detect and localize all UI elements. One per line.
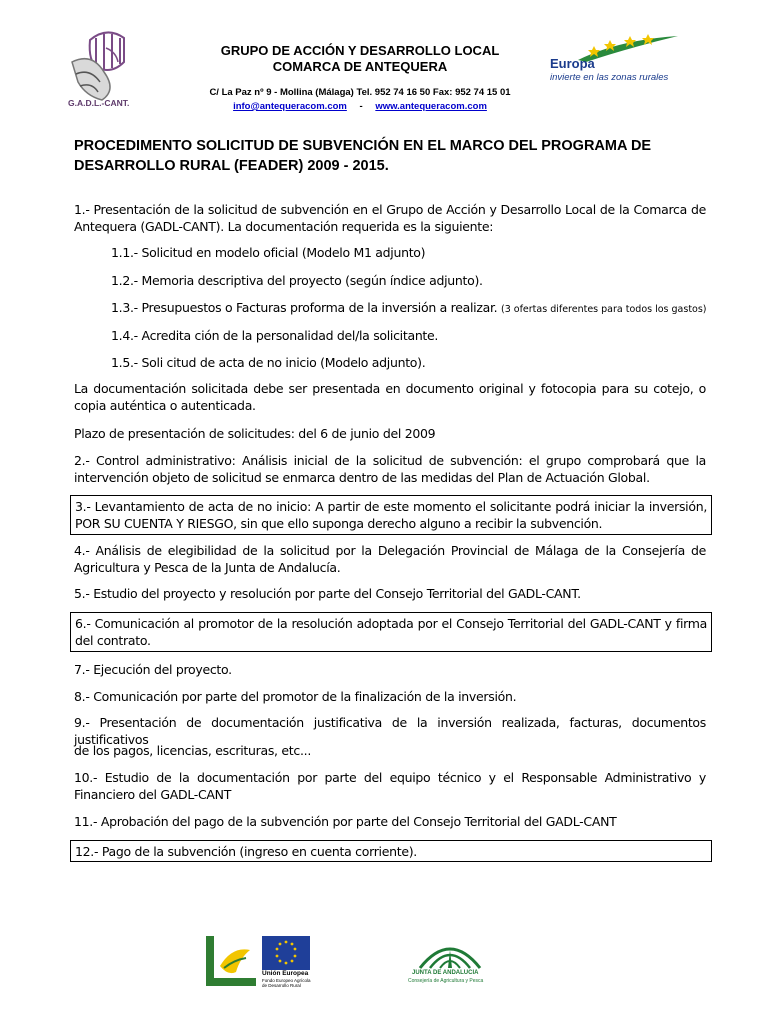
- junta-logo: [408, 936, 492, 986]
- eu-flag-icon: [262, 936, 310, 970]
- item-9-line1: 9.- Presentación de documentación justificativa de la inversión realizada, facturas, documentos justificativos: [74, 715, 706, 747]
- item-11: 11.- Aprobación del pago de la subvención por parte del Consejo Territorial del GADL-CANT: [74, 814, 617, 829]
- eu-title: Unión Europea: [262, 970, 309, 977]
- item-4: 4.- Análisis de elegibilidad de la solicitud por la Delegación Provincial de Málaga de la Consejería de Agricultura y Pesca de la Junta de Andalucía.: [74, 543, 706, 575]
- gadl-logo: [62, 22, 152, 114]
- item-10: 10.- Estudio de la documentación por parte del equipo técnico y el Responsable Administrativo y Financiero del GADL-CANT: [74, 770, 706, 802]
- eu-logo: [262, 936, 318, 992]
- org-address: C/ La Paz nº 9 - Mollina (Málaga) Tel. 952 74 16 50 Fax: 952 74 15 01: [209, 87, 511, 98]
- email-link[interactable]: info@antequeracom.com: [233, 101, 347, 112]
- org-name-line2: COMARCA DE ANTEQUERA: [272, 59, 448, 74]
- documentation-note: La documentación solicitada debe ser presentada en documento original y fotocopia para su cotejo, o copia auténtica o autenticada.: [74, 381, 706, 413]
- subitem-1-3-text: 1.3.- Presupuestos o Facturas proforma de la inversión a realizar.: [111, 300, 498, 315]
- item-6-box: 6.- Comunicación al promotor de la resolución adoptada por el Consejo Territorial del GADL-CANT y firma del contrato.: [70, 612, 712, 652]
- europa-title: Europa: [550, 56, 595, 71]
- subitem-1-3: [111, 299, 707, 318]
- subitem-1-5: 1.5.- Soli citud de acta de no inicio (Modelo adjunto).: [111, 355, 426, 370]
- subitem-1-1: 1.1.- Solicitud en modelo oficial (Modelo M1 adjunto): [111, 245, 426, 260]
- item-12-box: 12.- Pago de la subvención (ingreso en cuenta corriente).: [70, 840, 712, 862]
- subitem-1-3-note: (3 ofertas diferentes para todos los gastos): [501, 304, 707, 315]
- item-8: 8.- Comunicación por parte del promotor de la finalización de la inversión.: [74, 689, 517, 704]
- document-title-line1: PROCEDIMENTO SOLICITUD DE SUBVENCIÓN EN EL MARCO DEL PROGRAMA DE: [74, 138, 652, 154]
- gadl-logo-text: G.A.D.L.-CANT.: [68, 98, 130, 108]
- item-3-box: 3.- Levantamiento de acta de no inicio: A partir de este momento el solicitante podrá iniciar la inversión, POR SU CUENTA Y RIESGO, sin que ello suponga derecho alguno a recibir la subvención.: [70, 495, 712, 535]
- document-title-line2: DESARROLLO RURAL (FEADER) 2009 - 2015.: [74, 158, 389, 174]
- subitem-1-2: 1.2.- Memoria descriptiva del proyecto (según índice adjunto).: [111, 273, 483, 288]
- leader-emblem-icon: [206, 936, 256, 986]
- junta-sub: Consejería de Agricultura y Pesca: [408, 978, 484, 984]
- deadline-text: Plazo de presentación de solicitudes: del 6 de junio del 2009: [74, 426, 436, 441]
- leader-logo: [206, 936, 256, 986]
- item-5: 5.- Estudio del proyecto y resolución por parte del Consejo Territorial del GADL-CANT.: [74, 586, 581, 601]
- junta-emblem-icon: [408, 936, 492, 970]
- subitem-1-4: 1.4.- Acredita ción de la personalidad del/la solicitante.: [111, 328, 439, 343]
- org-name-line1: GRUPO DE ACCIÓN Y DESARROLLO LOCAL: [220, 43, 500, 58]
- item-7: 7.- Ejecución del proyecto.: [74, 662, 232, 677]
- europa-slogan: invierte en las zonas rurales: [550, 72, 669, 83]
- item-1: 1.- Presentación de la solicitud de subvención en el Grupo de Acción y Desarrollo Local de la Comarca de Antequera (GADL-CANT). La documentación requerida es la siguiente:: [74, 202, 706, 234]
- junta-title: JUNTA DE ANDALUCIA: [412, 970, 479, 976]
- eu-sub2: de Desarrollo Rural: [262, 983, 301, 988]
- org-contacts: [150, 101, 570, 112]
- item-9-line2: de los pagos, licencias, escrituras, etc...: [74, 743, 311, 758]
- europa-logo: [548, 34, 708, 84]
- eu-sub1: Fondo Europeo Agrícola: [262, 978, 311, 983]
- contact-separator: -: [359, 101, 363, 112]
- item-2: 2.- Control administrativo: Análisis inicial de la solicitud de subvención: el grupo comprobará que la intervención objeto de solicitud se enmarca dentro de las medidas del Plan de Actuación Global.: [74, 453, 706, 485]
- website-link[interactable]: www.antequeracom.com: [375, 101, 487, 112]
